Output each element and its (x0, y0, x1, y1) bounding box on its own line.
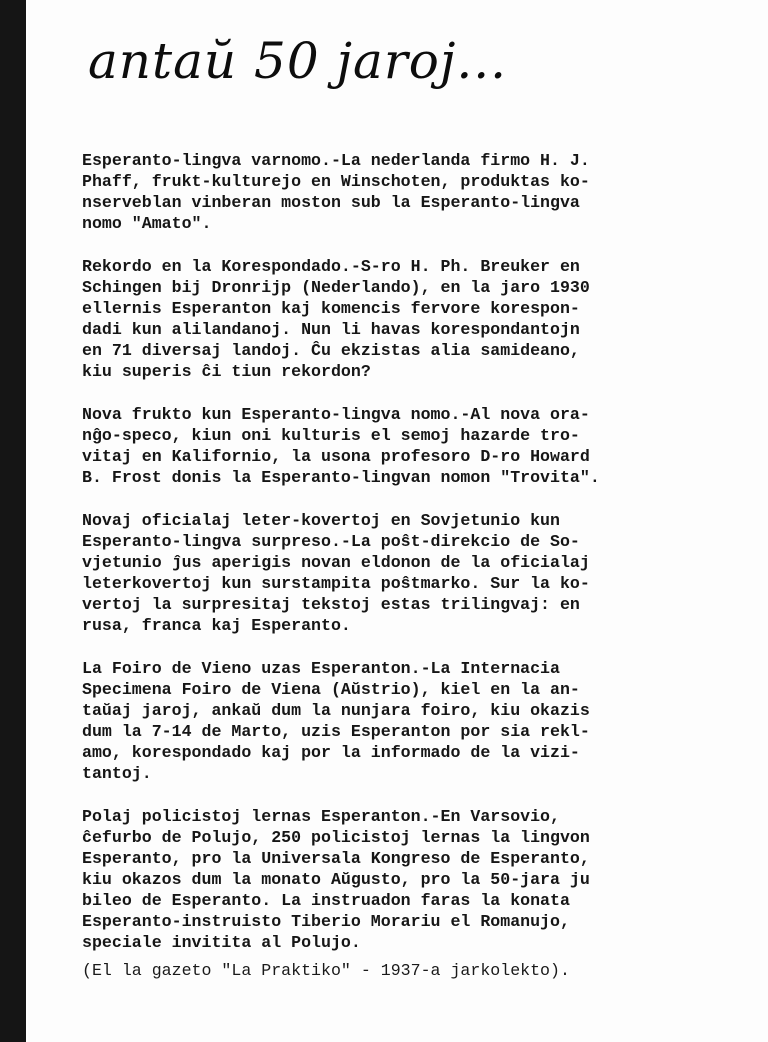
text-line: nĝo-speco, kiun oni kulturis el semoj hazarde tro- (82, 426, 580, 445)
text-line: bileo de Esperanto. La instruadon faras la konata (82, 891, 570, 910)
page-edge-shadow (0, 0, 26, 1042)
article-paragraph (82, 404, 722, 488)
text-line: ellernis Esperanton kaj komencis fervore korespon- (82, 299, 580, 318)
text-line: vertoj la surpresitaj tekstoj estas trilingvaj: en (82, 595, 580, 614)
text-line: vitaj en Kalifornio, la usona profesoro D-ro Howard (82, 447, 590, 466)
text-line: Esperanto-lingva surpreso.-La poŝt-direkcio de So- (82, 532, 580, 551)
text-line: en 71 diversaj landoj. Ĉu ekzistas alia samideano, (82, 341, 580, 360)
text-line: leterkovertoj kun surstampita poŝtmarko. Sur la ko- (82, 574, 590, 593)
text-line: ĉefurbo de Polujo, 250 policistoj lernas la lingvon (82, 828, 590, 847)
text-line: Nova frukto kun Esperanto-lingva nomo.-Al nova ora- (82, 405, 590, 424)
source-citation: (El la gazeto "La Praktiko" - 1937-a jarkolekto). (82, 961, 570, 980)
text-line: Phaff, frukt-kulturejo en Winschoten, produktas ko- (82, 172, 590, 191)
text-line: tantoj. (82, 764, 152, 783)
text-line: Esperanto, pro la Universala Kongreso de Esperanto, (82, 849, 590, 868)
text-line: nomo "Amato". (82, 214, 212, 233)
text-line: Novaj oficialaj leter-kovertoj en Sovjetunio kun (82, 511, 560, 530)
text-line: vjetunio ĵus aperigis novan eldonon de la oficialaj (82, 553, 590, 572)
article-paragraph (82, 806, 722, 953)
article-body (82, 150, 722, 975)
text-line: B. Frost donis la Esperanto-lingvan nomon "Trovita". (82, 468, 600, 487)
text-line: Specimena Foiro de Viena (Aŭstrio), kiel en la an- (82, 680, 580, 699)
text-line: taŭaj jaroj, ankaŭ dum la nunjara foiro, kiu okazis (82, 701, 590, 720)
article-paragraph (82, 658, 722, 784)
text-line: Polaj policistoj lernas Esperanton.-En Varsovio, (82, 807, 560, 826)
text-line: speciale invitita al Polujo. (82, 933, 361, 952)
text-line: kiu okazos dum la monato Aŭgusto, pro la 50-jara ju (82, 870, 590, 889)
article-paragraph (82, 510, 722, 636)
text-line: kiu superis ĉi tiun rekordon? (82, 362, 371, 381)
text-line: dum la 7-14 de Marto, uzis Esperanton por sia rekl- (82, 722, 590, 741)
text-line: Schingen bij Dronrijp (Nederlando), en la jaro 1930 (82, 278, 590, 297)
text-line: rusa, franca kaj Esperanto. (82, 616, 351, 635)
page-title: antaŭ 50 jaroj... (88, 32, 508, 90)
text-line: La Foiro de Vieno uzas Esperanton.-La Internacia (82, 659, 560, 678)
text-line: Esperanto-lingva varnomo.-La nederlanda firmo H. J. (82, 151, 590, 170)
text-line: amo, korespondado kaj por la informado de la vizi- (82, 743, 580, 762)
article-paragraph (82, 150, 722, 234)
text-line: nserveblan vinberan moston sub la Esperanto-lingva (82, 193, 580, 212)
article-paragraph (82, 256, 722, 382)
text-line: Esperanto-instruisto Tiberio Morariu el Romanujo, (82, 912, 570, 931)
text-line: dadi kun alilandanoj. Nun li havas korespondantojn (82, 320, 580, 339)
text-line: Rekordo en la Korespondado.-S-ro H. Ph. Breuker en (82, 257, 580, 276)
